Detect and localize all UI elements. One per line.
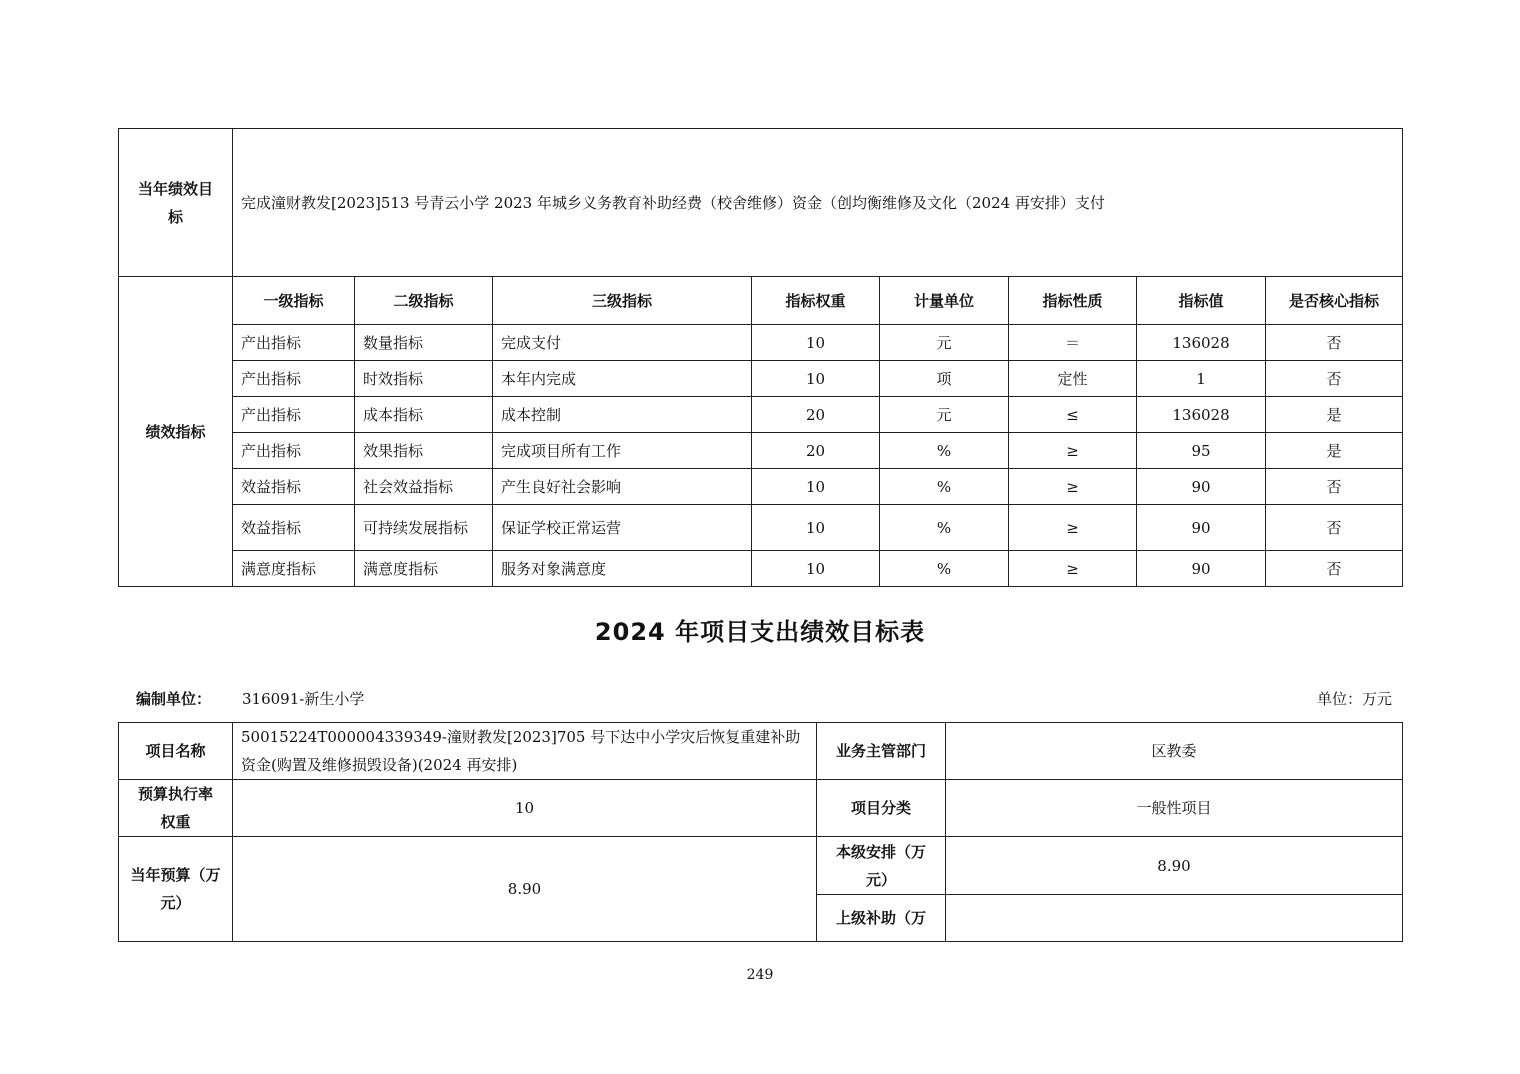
cell-unit: 项 [880, 361, 1009, 397]
cell-nature: ＝ [1009, 325, 1137, 361]
cell-unit: 元 [880, 325, 1009, 361]
cell-value: 90 [1137, 551, 1266, 587]
cell-nature: ≥ [1009, 505, 1137, 551]
cell-value: 90 [1137, 469, 1266, 505]
project-table [118, 722, 1403, 942]
cell-level2: 可持续发展指标 [355, 505, 493, 551]
table-row [119, 325, 1403, 361]
cell-level1: 满意度指标 [233, 551, 355, 587]
cell-level2: 成本指标 [355, 397, 493, 433]
cell-nature: ≥ [1009, 551, 1137, 587]
unit-label: 编制单位： [136, 690, 212, 708]
cell-level1: 产出指标 [233, 397, 355, 433]
cell-level3: 成本控制 [493, 397, 752, 433]
goal-text: 完成潼财教发[2023]513 号青云小学 2023 年城乡义务教育补助经费（校舍维修）资金（创均衡维修及文化（2024 再安排）支付 [233, 129, 1403, 277]
cell-level2: 满意度指标 [355, 551, 493, 587]
cell-weight: 10 [752, 469, 880, 505]
indicator-label: 绩效指标 [119, 277, 233, 587]
goal-label: 当年绩效目标 [119, 129, 233, 277]
table-row [119, 505, 1403, 551]
cell-unit: 元 [880, 397, 1009, 433]
cell-value: 90 [1137, 505, 1266, 551]
budget-value: 8.90 [233, 837, 817, 942]
upper-value [946, 895, 1403, 942]
cell-unit: % [880, 469, 1009, 505]
cell-value: 1 [1137, 361, 1266, 397]
cell-level2: 时效指标 [355, 361, 493, 397]
cell-weight: 10 [752, 325, 880, 361]
category-value: 一般性项目 [946, 780, 1403, 837]
table-row [119, 551, 1403, 587]
exec-rate-value: 10 [233, 780, 817, 837]
project-name-value: 50015224T000004339349-潼财教发[2023]705 号下达中小学灾后恢复重建补助资金(购置及维修损毁设备)(2024 再安排) [233, 723, 817, 780]
cell-core: 否 [1266, 325, 1403, 361]
performance-table [118, 128, 1403, 587]
cell-weight: 20 [752, 433, 880, 469]
unit-value: 316091-新生小学 [242, 690, 365, 708]
cell-level3: 完成支付 [493, 325, 752, 361]
cell-level2: 效果指标 [355, 433, 493, 469]
cell-core: 否 [1266, 505, 1403, 551]
cell-core: 否 [1266, 551, 1403, 587]
cell-level3: 保证学校正常运营 [493, 505, 752, 551]
header-nature: 指标性质 [1009, 277, 1137, 325]
cell-nature: ≥ [1009, 433, 1137, 469]
cell-weight: 20 [752, 397, 880, 433]
exec-rate-label: 预算执行率权重 [119, 780, 233, 837]
cell-weight: 10 [752, 505, 880, 551]
cell-level1: 效益指标 [233, 469, 355, 505]
local-value: 8.90 [946, 837, 1403, 895]
cell-level2: 社会效益指标 [355, 469, 493, 505]
header-level3: 三级指标 [493, 277, 752, 325]
unit-row [136, 688, 1392, 710]
cell-core: 是 [1266, 433, 1403, 469]
cell-level1: 产出指标 [233, 433, 355, 469]
cell-level3: 服务对象满意度 [493, 551, 752, 587]
cell-value: 136028 [1137, 325, 1266, 361]
dept-value: 区教委 [946, 723, 1403, 780]
table-row [119, 433, 1403, 469]
cell-unit: % [880, 551, 1009, 587]
project-name-label: 项目名称 [119, 723, 233, 780]
cell-value: 136028 [1137, 397, 1266, 433]
header-core: 是否核心指标 [1266, 277, 1403, 325]
cell-nature: 定性 [1009, 361, 1137, 397]
table-row [119, 469, 1403, 505]
section-title: 2024 年项目支出绩效目标表 [594, 618, 926, 646]
page-number: 249 [746, 967, 774, 983]
cell-core: 否 [1266, 469, 1403, 505]
cell-core: 是 [1266, 397, 1403, 433]
table-row [119, 397, 1403, 433]
cell-unit: % [880, 505, 1009, 551]
header-unit: 计量单位 [880, 277, 1009, 325]
money-unit: 单位：万元 [1316, 690, 1392, 708]
cell-level3: 本年内完成 [493, 361, 752, 397]
cell-level1: 效益指标 [233, 505, 355, 551]
cell-level3: 完成项目所有工作 [493, 433, 752, 469]
cell-weight: 10 [752, 551, 880, 587]
cell-core: 否 [1266, 361, 1403, 397]
cell-nature: ≤ [1009, 397, 1137, 433]
table-row [119, 361, 1403, 397]
cell-value: 95 [1137, 433, 1266, 469]
cell-level1: 产出指标 [233, 325, 355, 361]
cell-nature: ≥ [1009, 469, 1137, 505]
dept-label: 业务主管部门 [817, 723, 946, 780]
budget-label: 当年预算（万元） [119, 837, 233, 942]
header-level1: 一级指标 [233, 277, 355, 325]
local-label: 本级安排（万元） [817, 837, 946, 895]
category-label: 项目分类 [817, 780, 946, 837]
cell-level2: 数量指标 [355, 325, 493, 361]
header-value: 指标值 [1137, 277, 1266, 325]
upper-label: 上级补助（万 [817, 895, 946, 942]
cell-level1: 产出指标 [233, 361, 355, 397]
cell-weight: 10 [752, 361, 880, 397]
header-level2: 二级指标 [355, 277, 493, 325]
header-weight: 指标权重 [752, 277, 880, 325]
cell-level3: 产生良好社会影响 [493, 469, 752, 505]
cell-unit: % [880, 433, 1009, 469]
